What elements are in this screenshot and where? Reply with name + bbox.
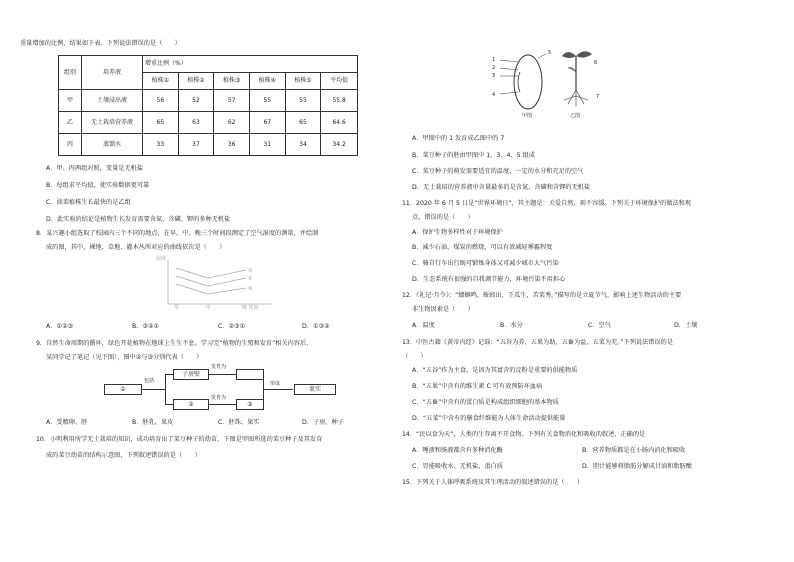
q8-option-a: A．①②③ (46, 323, 74, 330)
graph-y-label: 湿度 (156, 256, 167, 262)
cell-group: 甲 (59, 90, 82, 112)
q9-option-d: D．子房、种子 (302, 419, 344, 426)
question-8-line2: 成的图，其中，裸地、草地、灌木丛所对应的曲线依次是（ ） (46, 244, 226, 251)
q9-option-a: A．受精卵、胚 (46, 419, 88, 426)
header-medium: 培养液 (82, 56, 143, 90)
cell-medium: 蒸馏水 (82, 134, 143, 156)
header-ratio: 增重比例（%） (143, 56, 358, 73)
cell-value: 31 (249, 134, 285, 156)
header-plant: 植株① (143, 73, 179, 90)
q10-option-b: B．菜豆种子的胚由甲图中 1、3、4、5 组成 (412, 152, 535, 159)
bean-label-2: 2 (492, 65, 496, 71)
question-8-line1: 8．某兴趣小组选取了校园内三个不同的地点，在早、中、晚三个时间段测定了空气湿度的测量，并绘制 (36, 230, 319, 237)
cell-value: 57 (214, 90, 250, 112)
question-10-line1: 10．小明利用所学无土栽培的知识，成功培育出了菜豆种子的幼苗，下图是甲图所选的菜豆种子及其发育 (36, 436, 323, 443)
flow-arrow (263, 389, 293, 390)
q10-option-c: C．菜豆种子的萌发需要适宜的温度、一定的水分和充足的空气 (412, 168, 584, 175)
q7-option-b: B．每组求平均值，使实验数据更可靠 (46, 182, 150, 189)
bean-diagram (498, 46, 606, 120)
flow-arrow (141, 389, 165, 390)
question-12-line1: 12．《礼记·月令》：“蝼蝈鸣，蚯蚓出，王瓜生，苦菜秀。”描写的是立夏节气，影响上述生物活动的主要 (402, 292, 682, 299)
flow-box-ovary-wall: 子房壁 (173, 369, 209, 380)
q14-option-b: B．营养物质都是在小肠内消化和吸收 (582, 447, 686, 454)
header-plant: 植株④ (249, 73, 285, 90)
graph-x-evening: 晚 时间 (242, 305, 259, 311)
q14-option-d: D．胆汁能够将脂肪分解成甘油和脂肪酸 (582, 463, 692, 470)
q8-option-b: B．③②① (132, 323, 160, 330)
q10-option-a: A．甲图中的 1 发育成乙图中的 7 (412, 135, 505, 142)
seedling-leaf-icon (576, 51, 592, 57)
q8-option-c: C．②③① (218, 323, 246, 330)
cell-value: 64.6 (321, 112, 358, 134)
flow-bracket (165, 374, 166, 404)
flow-box-fruit: 果实 (294, 384, 336, 395)
q7-option-a: A．甲、丙两组对照，变量是无机盐 (46, 165, 144, 172)
flow-include-label: 包括 (144, 378, 155, 384)
flow-arrow (208, 374, 236, 375)
right-column (402, 0, 762, 562)
q10-option-d: D．无土栽培的营养液中含量最多的是含氮、含磷和含钾的无机盐 (412, 184, 591, 191)
cell-value: 56 (143, 90, 179, 112)
question-12-line2: 非生物因素是（ ） (412, 306, 474, 313)
flow-box-1: ① (104, 384, 142, 395)
graph-x-noon: 中 (206, 305, 212, 311)
table-row (59, 90, 358, 112)
seedling-leaf-icon (562, 52, 576, 58)
cell-value: 67 (249, 112, 285, 134)
q11-option-a: A．保护生物多样性对于环境保护 (412, 229, 503, 236)
humidity-graph (154, 256, 278, 314)
flow-form-label: 形成 (270, 381, 281, 387)
table-row (59, 134, 358, 156)
cell-value: 65 (285, 112, 321, 134)
question-13-line1: 13．中医古籍《黄帝内经》记载：“五谷为养，五果为助，五畜为益，五菜为充。”下列说法错误的是 (402, 339, 674, 346)
cell-value: 34.2 (321, 134, 358, 156)
q12-option-d: D．土壤 (674, 322, 698, 329)
q14-option-c: C．胃能吸收水、无机盐、蛋白质 (412, 463, 503, 470)
caption-yi: 乙图 (570, 113, 581, 119)
q11-option-d: D．生态系统有很强的自我调节能力，环境污染不用担心 (412, 276, 566, 283)
header-plant: 植株③ (214, 73, 250, 90)
cell-value: 55 (249, 90, 285, 112)
bean-label-7: 7 (596, 94, 600, 100)
q13-option-a: A．“五谷”作为主食，是因为其富含的淀粉是重要的供能物质 (412, 367, 578, 374)
header-group: 组别 (59, 56, 82, 90)
question-7-stem: 重量增加的比例，结果如下表。下列说法错误的是（ ） (20, 40, 181, 47)
flow-box-2: ② (173, 399, 209, 410)
q14-option-a: A．唾液和肠液都含有多种消化酶 (412, 447, 503, 454)
q12-option-c: C．空气 (588, 322, 611, 329)
q7-option-c: C．油菜植株生长最快的是乙组 (46, 199, 131, 206)
question-9-line1: 9．自然生命周期的循环，绿色开花植物在地球上生生不息。学习完“植物的生殖和发育”相关内容后， (36, 340, 313, 347)
question-13-line2: （ ） (402, 353, 427, 360)
q11-option-c: C．骑自行车出行既可锻炼身体又可减少城市大气污染 (412, 260, 559, 267)
flow-arrow (208, 404, 236, 405)
q11-option-b: B．减少石油、煤炭的燃烧，可以有效减轻雾霾程度 (412, 244, 553, 251)
flow-box-3: ③ (236, 399, 264, 410)
bean-label-4: 4 (492, 92, 496, 98)
cell-value: 37 (178, 134, 214, 156)
header-average: 平均值 (321, 73, 358, 90)
flow-develop-label-2: 发育为 (211, 395, 227, 401)
cell-value: 65 (143, 112, 179, 134)
cell-group: 丙 (59, 134, 82, 156)
header-plant: 植株⑤ (285, 73, 321, 90)
bean-label-3: 3 (492, 73, 496, 79)
curve-3-label: ③ (248, 286, 253, 292)
growth-table (58, 55, 358, 156)
question-10-line2: 成的菜豆幼苗的结构示意图，下列叙述错误的是（ ） (46, 452, 201, 459)
graph-x-early: 早 (174, 305, 180, 311)
curve-2-label: ② (248, 276, 253, 282)
cell-value: 34 (285, 134, 321, 156)
q9-option-b: B．胚乳、果皮 (132, 419, 174, 426)
table-row (59, 112, 358, 134)
cell-medium: 土壤浸出液 (82, 90, 143, 112)
bean-label-6: 6 (594, 60, 598, 66)
cell-value: 33 (143, 134, 179, 156)
cell-value: 55.8 (321, 90, 358, 112)
cell-value: 55 (285, 90, 321, 112)
flow-arrow (165, 374, 173, 375)
cell-medium: 无土栽培营养液 (82, 112, 143, 134)
header-plant: 植株② (178, 73, 214, 90)
q12-option-b: B．水分 (500, 322, 523, 329)
curve-1 (176, 268, 246, 278)
q13-option-c: C．“五畜”中含有的蛋白质是构成组织细胞的基本物质 (412, 399, 559, 406)
flow-develop-label-1: 发育为 (211, 364, 227, 370)
cell-value: 36 (214, 134, 250, 156)
question-11-line2: 点，错误的是（ ） (412, 214, 474, 221)
seedling-roots (564, 90, 588, 106)
q9-option-c: C．胚珠、果实 (218, 419, 260, 426)
cell-value: 62 (214, 112, 250, 134)
question-9-line2: 某同学记了笔记（见下图），图中②与③分别代表（ ） (46, 354, 203, 361)
q7-option-d: D．此实验的结论是植物生长发育需要含氮、含磷、钾的多种无机盐 (46, 216, 231, 223)
flow-box-empty (236, 369, 264, 380)
q8-option-d: D．①③② (302, 323, 330, 330)
q12-option-a: A．温度 (412, 322, 435, 329)
left-column (20, 0, 388, 562)
curve-1-label: ① (248, 268, 253, 274)
cell-value: 52 (178, 90, 214, 112)
bean-label-1: 1 (492, 57, 496, 63)
q13-option-d: D．“五菜”中含有的膳食纤维能为人体生命活动提供能量 (412, 415, 566, 422)
question-15-stem: 15．下列关于人体呼吸系统及其生理活动的叙述错误的是（ ） (402, 479, 584, 486)
q13-option-b: B．“五果”中含有的维生素 C 可有效预防坏血病 (412, 383, 543, 390)
caption-jia: 甲图 (522, 113, 533, 119)
question-11-line1: 11．2020 年 6 月 5 日是“世界环境日”，其主题是：关爱自然，刻不容缓。下列关于环境保护的做法和观 (402, 200, 692, 207)
question-14-stem: 14．“民以食为天”，人类的生存离不开食物。下列有关食物消化和吸收的叙述，正确的是 (402, 431, 646, 438)
bean-label-5: 5 (548, 50, 552, 56)
cell-value: 63 (178, 112, 214, 134)
flow-arrow (165, 404, 173, 405)
cell-group: 乙 (59, 112, 82, 134)
